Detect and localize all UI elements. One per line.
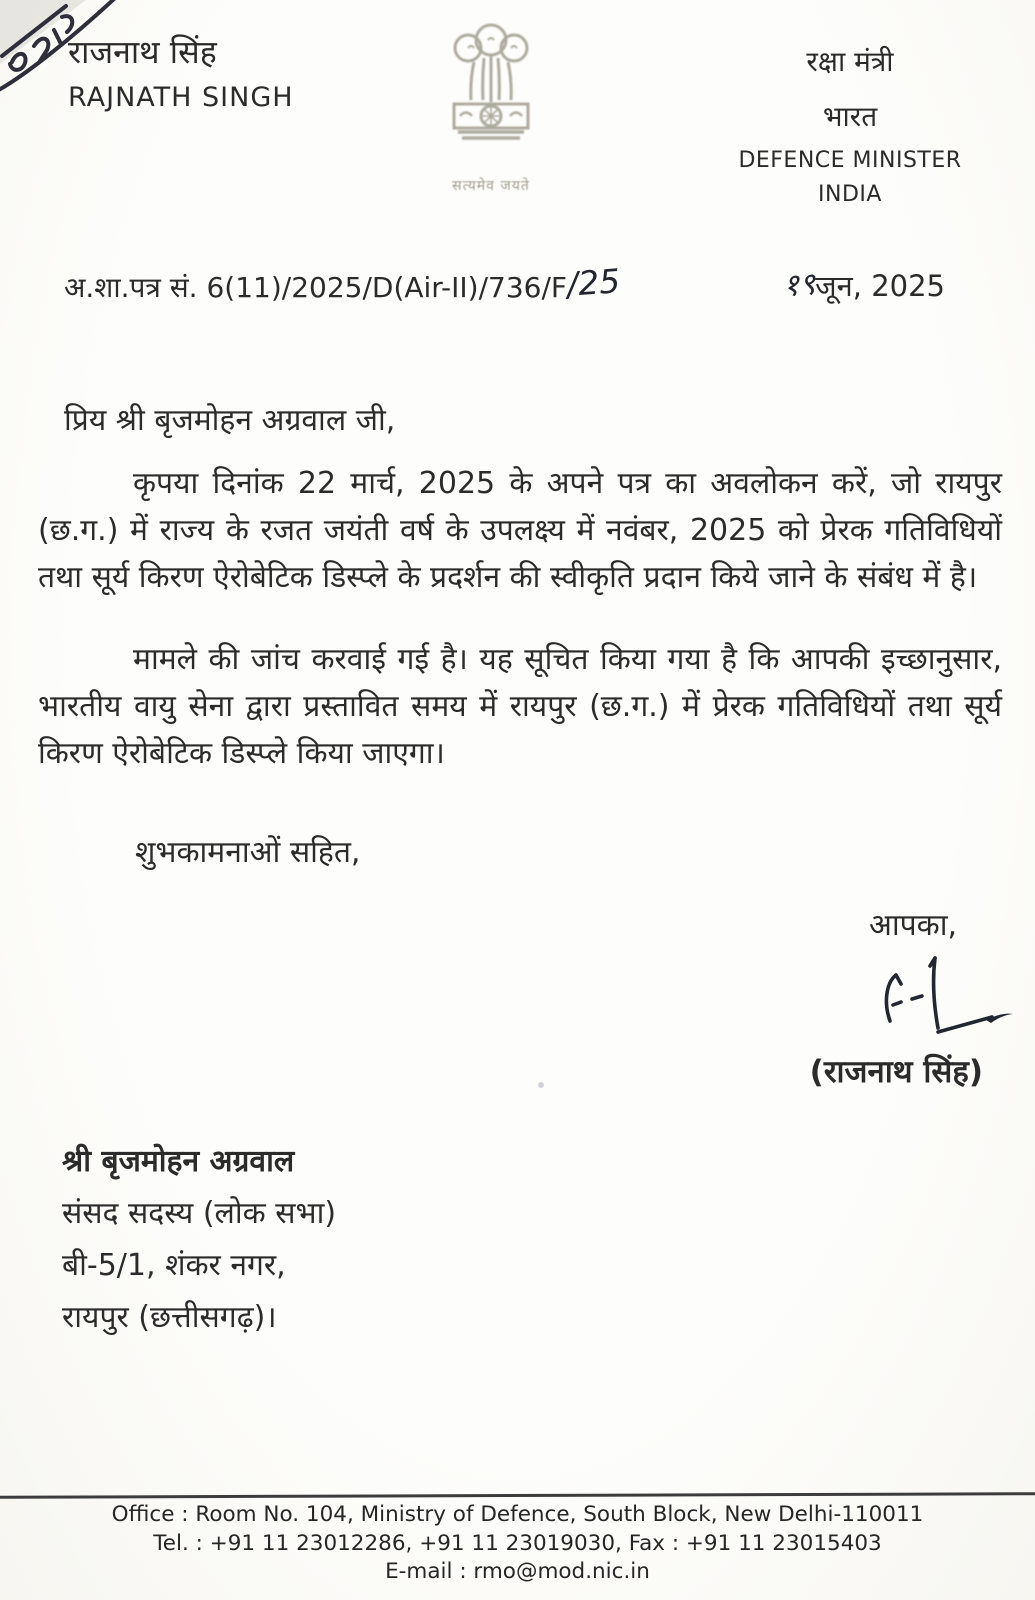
country-english: INDIA [818,182,882,207]
recipient-block [62,1136,336,1344]
sender-name-hindi: राजनाथ सिंह [68,33,217,71]
footer-divider [0,1492,1035,1499]
recipient-address-line2: रायपुर (छत्तीसगढ़)। [62,1300,277,1335]
recipient-designation: संसद सदस्य (लोक सभा) [62,1196,337,1231]
footer-block [0,1501,1035,1587]
reference-number-handwritten: /25 [565,261,622,304]
emblem-motto: सत्यमेव जयते [452,178,530,194]
reference-number-printed: अ.शा.पत्र सं. 6(11)/2025/D(Air-II)/736/F [64,271,567,304]
footer-email-line: E-mail : rmo@mod.nic.in [385,1559,650,1584]
scan-speck [538,1082,544,1088]
ashoka-emblem-icon [438,20,544,170]
letter-body [38,460,1002,812]
signatory-name: (राजनाथ सिंह) [809,1054,983,1090]
sender-block [68,33,294,113]
date-month-year: जून, 2025 [815,269,945,303]
footer-tel-line: Tel. : +91 11 23012286, +91 11 23019030, Fax : +91 11 23015403 [153,1530,882,1556]
recipient-name: श्री बृजमोहन अग्रवाल [62,1144,295,1179]
footer-office-line: Office : Room No. 104, Ministry of Defence, South Block, New Delhi-110011 [111,1502,924,1527]
office-block [705,42,995,207]
recipient-address-line1: बी-5/1, शंकर नगर, [62,1248,286,1283]
emblem-block [436,20,546,195]
closing-regards: शुभकामनाओं सहित, [135,835,361,870]
letter-date [783,264,945,306]
date-day-handwritten: १९ [781,265,817,305]
paragraph-1: कृपया दिनांक 22 मार्च, 2025 के अपने पत्र का अवलोकन करें, जो रायपुर (छ.ग.) में राज्य के रजत जयंती वर्ष के उपलक्ष्य में नवंबर, 2025 को प्रेरक गतिविधियों तथा सूर्य किरण ऐरोबेटिक डिस्प्ले के प्रदर्शन की स्वीकृति प्रदान किये जाने के संबंध में है। [38,466,1002,595]
signature [872,955,1017,1053]
salutation: प्रिय श्री बृजमोहन अग्रवाल जी, [64,403,396,438]
sender-name-english: RAJNATH SINGH [68,82,294,113]
country-hindi: भारत [822,100,878,133]
reference-number [64,261,622,306]
paragraph-2: मामले की जांच करवाई गई है। यह सूचित किया गया है कि आपकी इच्छानुसार, भारतीय वायु सेना द्वारा प्रस्तावित समय में रायपुर (छ.ग.) में प्रेरक गतिविधियों तथा सूर्य किरण ऐरोबेटिक डिस्प्ले किया जाएगा। [38,642,1002,771]
office-title-english: DEFENCE MINISTER [738,148,962,173]
closing-yours: आपका, [868,908,957,943]
office-title-hindi: रक्षा मंत्री [806,45,894,78]
